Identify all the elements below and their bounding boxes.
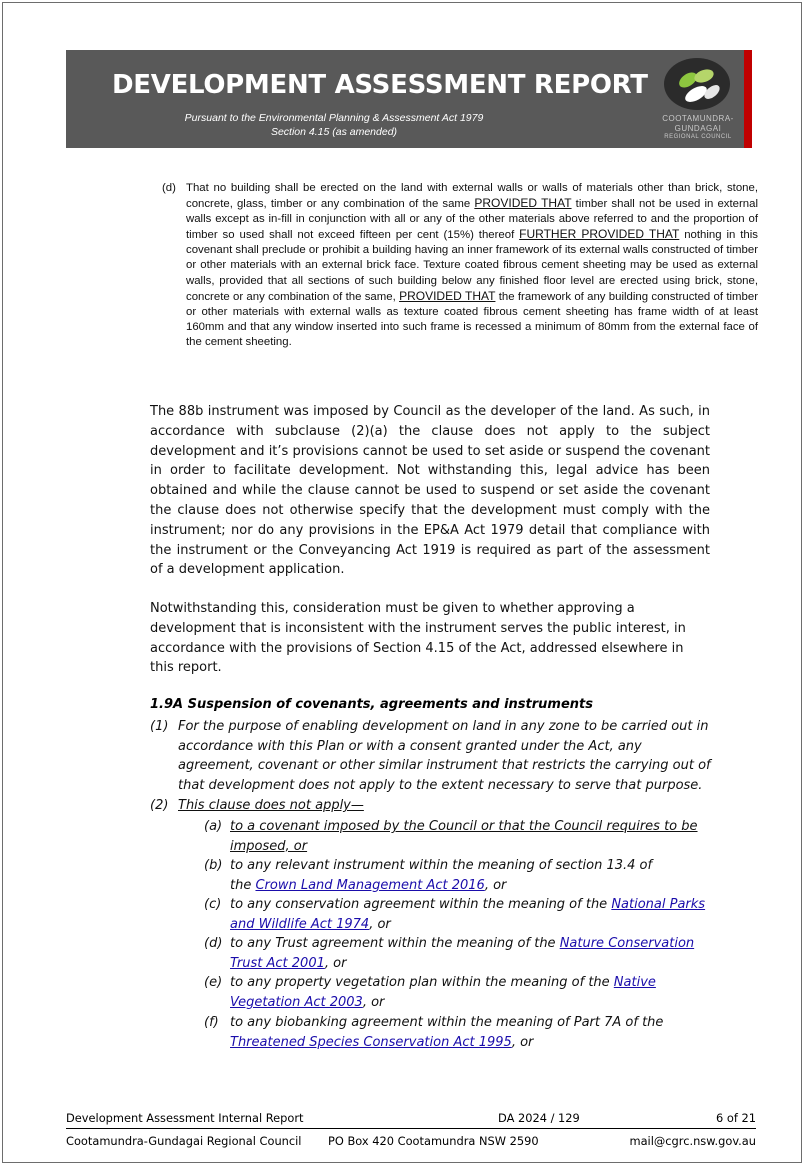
- footer-council: Cootamundra-Gundagai Regional Council: [66, 1134, 302, 1148]
- subclause-f-post: , or: [511, 1034, 534, 1050]
- report-banner: [66, 50, 752, 148]
- nature-conservation-act-link[interactable]: Nature Conservation Trust Act 2001: [230, 936, 695, 971]
- footer-address: PO Box 420 Cootamundra NSW 2590: [328, 1134, 539, 1148]
- council-logo: [658, 56, 738, 142]
- subclause-f-number: (f): [204, 1015, 219, 1030]
- subclause-b-number: (b): [204, 858, 223, 873]
- subclause-b-post: , or: [484, 877, 507, 893]
- clause-1-text: For the purpose of enabling development on land in any zone to be carried out in accordance with this Plan or with a consent granted under the Act, any agreement, covenant or other similar instrument that restricts the carrying out of that development does not apply to the extent necessary to serve that purpose.: [178, 719, 711, 793]
- national-parks-act-link[interactable]: National Parks and Wildlife Act 1974: [230, 897, 706, 932]
- logo-text-2: GUNDAGAI: [674, 124, 722, 133]
- covenant-part-4: the framework of any building constructed of timber or other materials with external walls as texture coated fibrous cement sheeting has frame width of at least 160mm and that any window inserted into such frame is recessed a minimum of 80mm from the external face of the cement sheeting.: [186, 290, 759, 348]
- footer-divider: [66, 1128, 756, 1129]
- section-heading: 1.9A Suspension of covenants, agreements and instruments: [150, 697, 593, 712]
- subclause-b-text: [230, 856, 664, 895]
- threatened-species-act-link[interactable]: Threatened Species Conservation Act 1995: [230, 1034, 512, 1050]
- covenant-part-3: nothing in this covenant shall preclude or prohibit a building having an inner framework of its external walls constructed of timber or other materials with an external brick face. Texture coated fibrous cement sheeting may be used as external walls, provided that all sections of such building below any finished floor level are erected using brick, stone, concrete or any combination of the same,: [186, 229, 758, 303]
- subclause-e-number: (e): [204, 975, 223, 990]
- subclause-d-pre: to any Trust agreement within the meaning of the: [230, 936, 560, 951]
- banner-accent-bar: [744, 50, 752, 148]
- paragraph-88b: The 88b instrument was imposed by Council as the developer of the land. As such, in accordance with subclause (2)(a) the clause does not apply to the subject development and it’s provisions cannot be used to set aside or suspend the covenant in order to facilitate development. Not withstanding this, legal advice has been obtained and while the clause cannot be used to suspend or set aside the covenant the clause does not otherwise specify that the development must comply with the instrument; nor do any provisions in the EP&A Act 1979 detail that compliance with the instrument or the Conveyancing Act 1919 is required as part of the assessment of a development application.: [150, 404, 710, 578]
- subclause-e-post: , or: [362, 994, 385, 1010]
- footer-report-name: Development Assessment Internal Report: [66, 1111, 304, 1125]
- subclause-f-text: [230, 1013, 664, 1052]
- clause-1-number: (1): [150, 719, 169, 734]
- subclause-e: [204, 973, 674, 1012]
- subclause-c-pre: to any conservation agreement within the meaning of the: [230, 897, 612, 912]
- subclause-b: [204, 856, 664, 895]
- covenant-text: [186, 181, 758, 350]
- clause-2: [150, 796, 716, 816]
- subclause-a: [204, 817, 714, 856]
- leaf-icon: [670, 64, 726, 108]
- subclause-e-pre: to any property vegetation plan within the meaning of the: [230, 975, 614, 990]
- clause-2-text: This clause does not apply—: [178, 798, 364, 813]
- subclause-c-text: [230, 895, 714, 934]
- subclause-a-text: to a covenant imposed by the Council or that the Council requires to be imposed, or: [230, 819, 698, 854]
- subclause-d-text: [230, 934, 704, 973]
- paragraph-public-interest: Notwithstanding this, consideration must be given to whether approving a development that is inconsistent with the instrument serves the public interest, in accordance with the provisions of Section 4.15 of the Act, addressed elsewhere in this report.: [150, 601, 686, 676]
- covenant-further: FURTHER PROVIDED THAT: [519, 227, 680, 242]
- footer-da-number: DA 2024 / 129: [498, 1111, 580, 1125]
- clause-1: [150, 717, 716, 795]
- subclause-c: [204, 895, 714, 934]
- subclause-b-pre: to any relevant instrument within the meaning of section 13.4 of the: [230, 858, 653, 893]
- covenant-provided-1: PROVIDED THAT: [474, 196, 572, 211]
- covenant-part-2: timber shall not be used in external walls except as in-fill in conjunction with all or any of the other materials above referred to and the proportion of timber so used shall not exceed fifteen per cent (15%) thereof: [186, 198, 758, 242]
- logo-text-3: REGIONAL COUNCIL: [664, 134, 732, 140]
- subclause-c-post: , or: [369, 916, 391, 932]
- footer-email[interactable]: mail@cgrc.nsw.gov.au: [629, 1134, 756, 1148]
- subclause-e-text: [230, 973, 674, 1012]
- subclause-f-pre: to any biobanking agreement within the meaning of Part 7A of the: [230, 1015, 664, 1030]
- covenant-provided-2: PROVIDED THAT: [399, 288, 496, 303]
- native-vegetation-act-link[interactable]: Native Vegetation Act 2003: [230, 975, 656, 1010]
- covenant-extract: [162, 181, 758, 350]
- covenant-label: (d): [162, 182, 176, 194]
- report-subtitle-section: Section 4.15 (as amended): [270, 126, 398, 138]
- subclause-d-post: , or: [324, 955, 347, 971]
- footer-page-number: 6 of 21: [716, 1111, 756, 1125]
- subclause-f: [204, 1013, 664, 1052]
- report-subtitle-act: Pursuant to the Environmental Planning & Assessment Act 1979: [184, 112, 484, 124]
- subclause-a-number: (a): [204, 819, 223, 834]
- covenant-part-1: That no building shall be erected on the land with external walls or walls of materials other than brick, stone, concrete, glass, timber or any combination of the same: [186, 182, 758, 211]
- crown-land-act-link[interactable]: Crown Land Management Act 2016: [255, 877, 485, 893]
- subclause-c-number: (c): [204, 897, 222, 912]
- clause-2-number: (2): [150, 798, 169, 813]
- logo-text-1: COOTAMUNDRA-: [662, 114, 734, 123]
- subclause-d: [204, 934, 704, 973]
- report-title: DEVELOPMENT ASSESSMENT REPORT: [112, 70, 648, 100]
- subclause-d-number: (d): [204, 936, 223, 951]
